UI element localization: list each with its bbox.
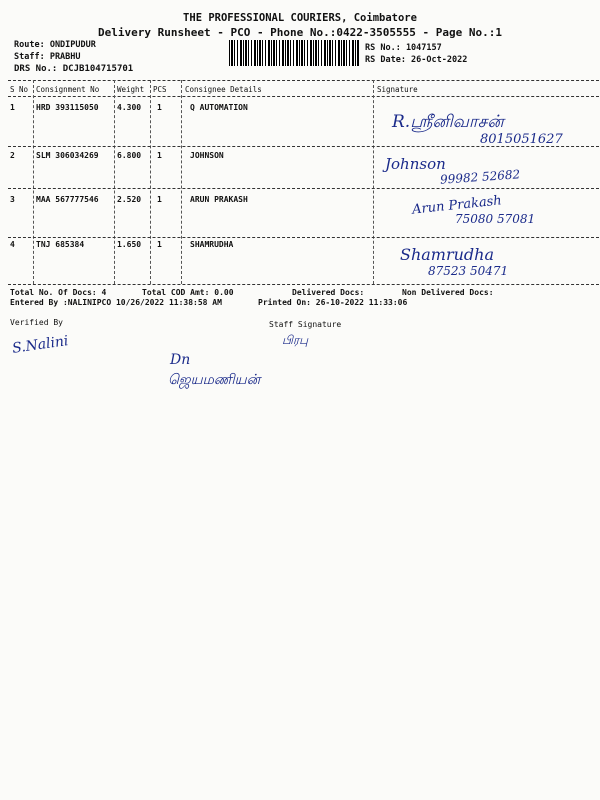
row-consignment-no: TNJ 685384: [36, 240, 85, 249]
row-consignee: Q AUTOMATION: [190, 103, 248, 112]
drs-number: DRS No.: DCJB104715701: [14, 64, 134, 74]
rs-number: RS No.: 1047157: [365, 43, 442, 53]
recipient-phone: 87523 50471: [428, 264, 509, 278]
col-header-sno: S No: [10, 85, 29, 94]
row-pcs: 1: [157, 151, 162, 160]
column-divider: [181, 80, 182, 284]
table-bottom-rule: [8, 284, 599, 285]
row-pcs: 1: [157, 240, 162, 249]
row-consignment-no: SLM 306034269: [36, 151, 99, 160]
row-sno: 1: [10, 103, 15, 112]
recipient-phone: 75080 57081: [455, 212, 536, 226]
barcode-image: [229, 40, 359, 66]
recipient-signature: Johnson: [385, 155, 446, 173]
column-divider: [373, 80, 374, 284]
row-weight: 1.650: [117, 240, 142, 249]
staff-signature: பிரபு: [282, 333, 309, 347]
row-sno: 2: [10, 151, 15, 160]
route-label: Route: ONDIPUDUR: [14, 40, 96, 50]
recipient-signature: R.ஸ்ரீனிவாசன்: [392, 112, 504, 132]
printed-on: Printed On: 26-10-2022 11:33:06: [258, 298, 408, 307]
total-cod-amount: Total COD Amt: 0.00: [142, 288, 234, 297]
handwritten-name: ஜெயமணியன்: [168, 372, 261, 388]
non-delivered-docs: Non Delivered Docs:: [402, 288, 494, 297]
column-divider: [150, 80, 151, 284]
row-divider: [8, 237, 599, 238]
row-sno: 3: [10, 195, 15, 204]
col-header-consignment: Consignment No: [36, 85, 100, 94]
company-name: THE PROFESSIONAL COURIERS, Coimbatore: [183, 12, 417, 24]
col-header-pcs: PCS: [153, 85, 167, 94]
staff-signature-label: Staff Signature: [269, 320, 342, 329]
recipient-signature: Shamrudha: [400, 245, 495, 264]
row-consignee: ARUN PRAKASH: [190, 195, 248, 204]
row-weight: 6.800: [117, 151, 142, 160]
rs-date: RS Date: 26-Oct-2022: [365, 55, 468, 65]
handwritten-note: Dn: [170, 352, 191, 368]
row-weight: 4.300: [117, 103, 142, 112]
table-top-rule: [8, 80, 599, 81]
recipient-signature: Arun Prakash: [411, 193, 503, 218]
row-pcs: 1: [157, 103, 162, 112]
total-docs: Total No. Of Docs: 4: [10, 288, 107, 297]
row-consignment-no: MAA 567777546: [36, 195, 99, 204]
column-divider: [114, 80, 115, 284]
row-divider: [8, 146, 599, 147]
runsheet-title: Delivery Runsheet - PCO - Phone No.:0422-3505555 - Page No.:1: [98, 26, 502, 39]
recipient-phone: 99982 52682: [439, 167, 521, 187]
staff-label: Staff: PRABHU: [14, 52, 81, 62]
row-consignment-no: HRD 393115050: [36, 103, 99, 112]
row-divider: [8, 188, 599, 189]
entered-by: Entered By :NALINIPCO 10/26/2022 11:38:58 AM: [10, 298, 222, 307]
col-header-weight: Weight: [117, 85, 145, 94]
col-header-signature: Signature: [377, 85, 418, 94]
row-weight: 2.520: [117, 195, 142, 204]
row-consignee: JOHNSON: [190, 151, 224, 160]
row-pcs: 1: [157, 195, 162, 204]
row-sno: 4: [10, 240, 15, 249]
row-consignee: SHAMRUDHA: [190, 240, 234, 249]
column-divider: [33, 80, 34, 284]
col-header-consignee: Consignee Details: [185, 85, 262, 94]
verified-by-label: Verified By: [10, 318, 63, 327]
delivered-docs: Delivered Docs:: [292, 288, 365, 297]
recipient-phone: 8015051627: [480, 132, 563, 147]
verifier-signature: S.Nalini: [11, 333, 70, 357]
table-header-rule: [8, 96, 599, 97]
